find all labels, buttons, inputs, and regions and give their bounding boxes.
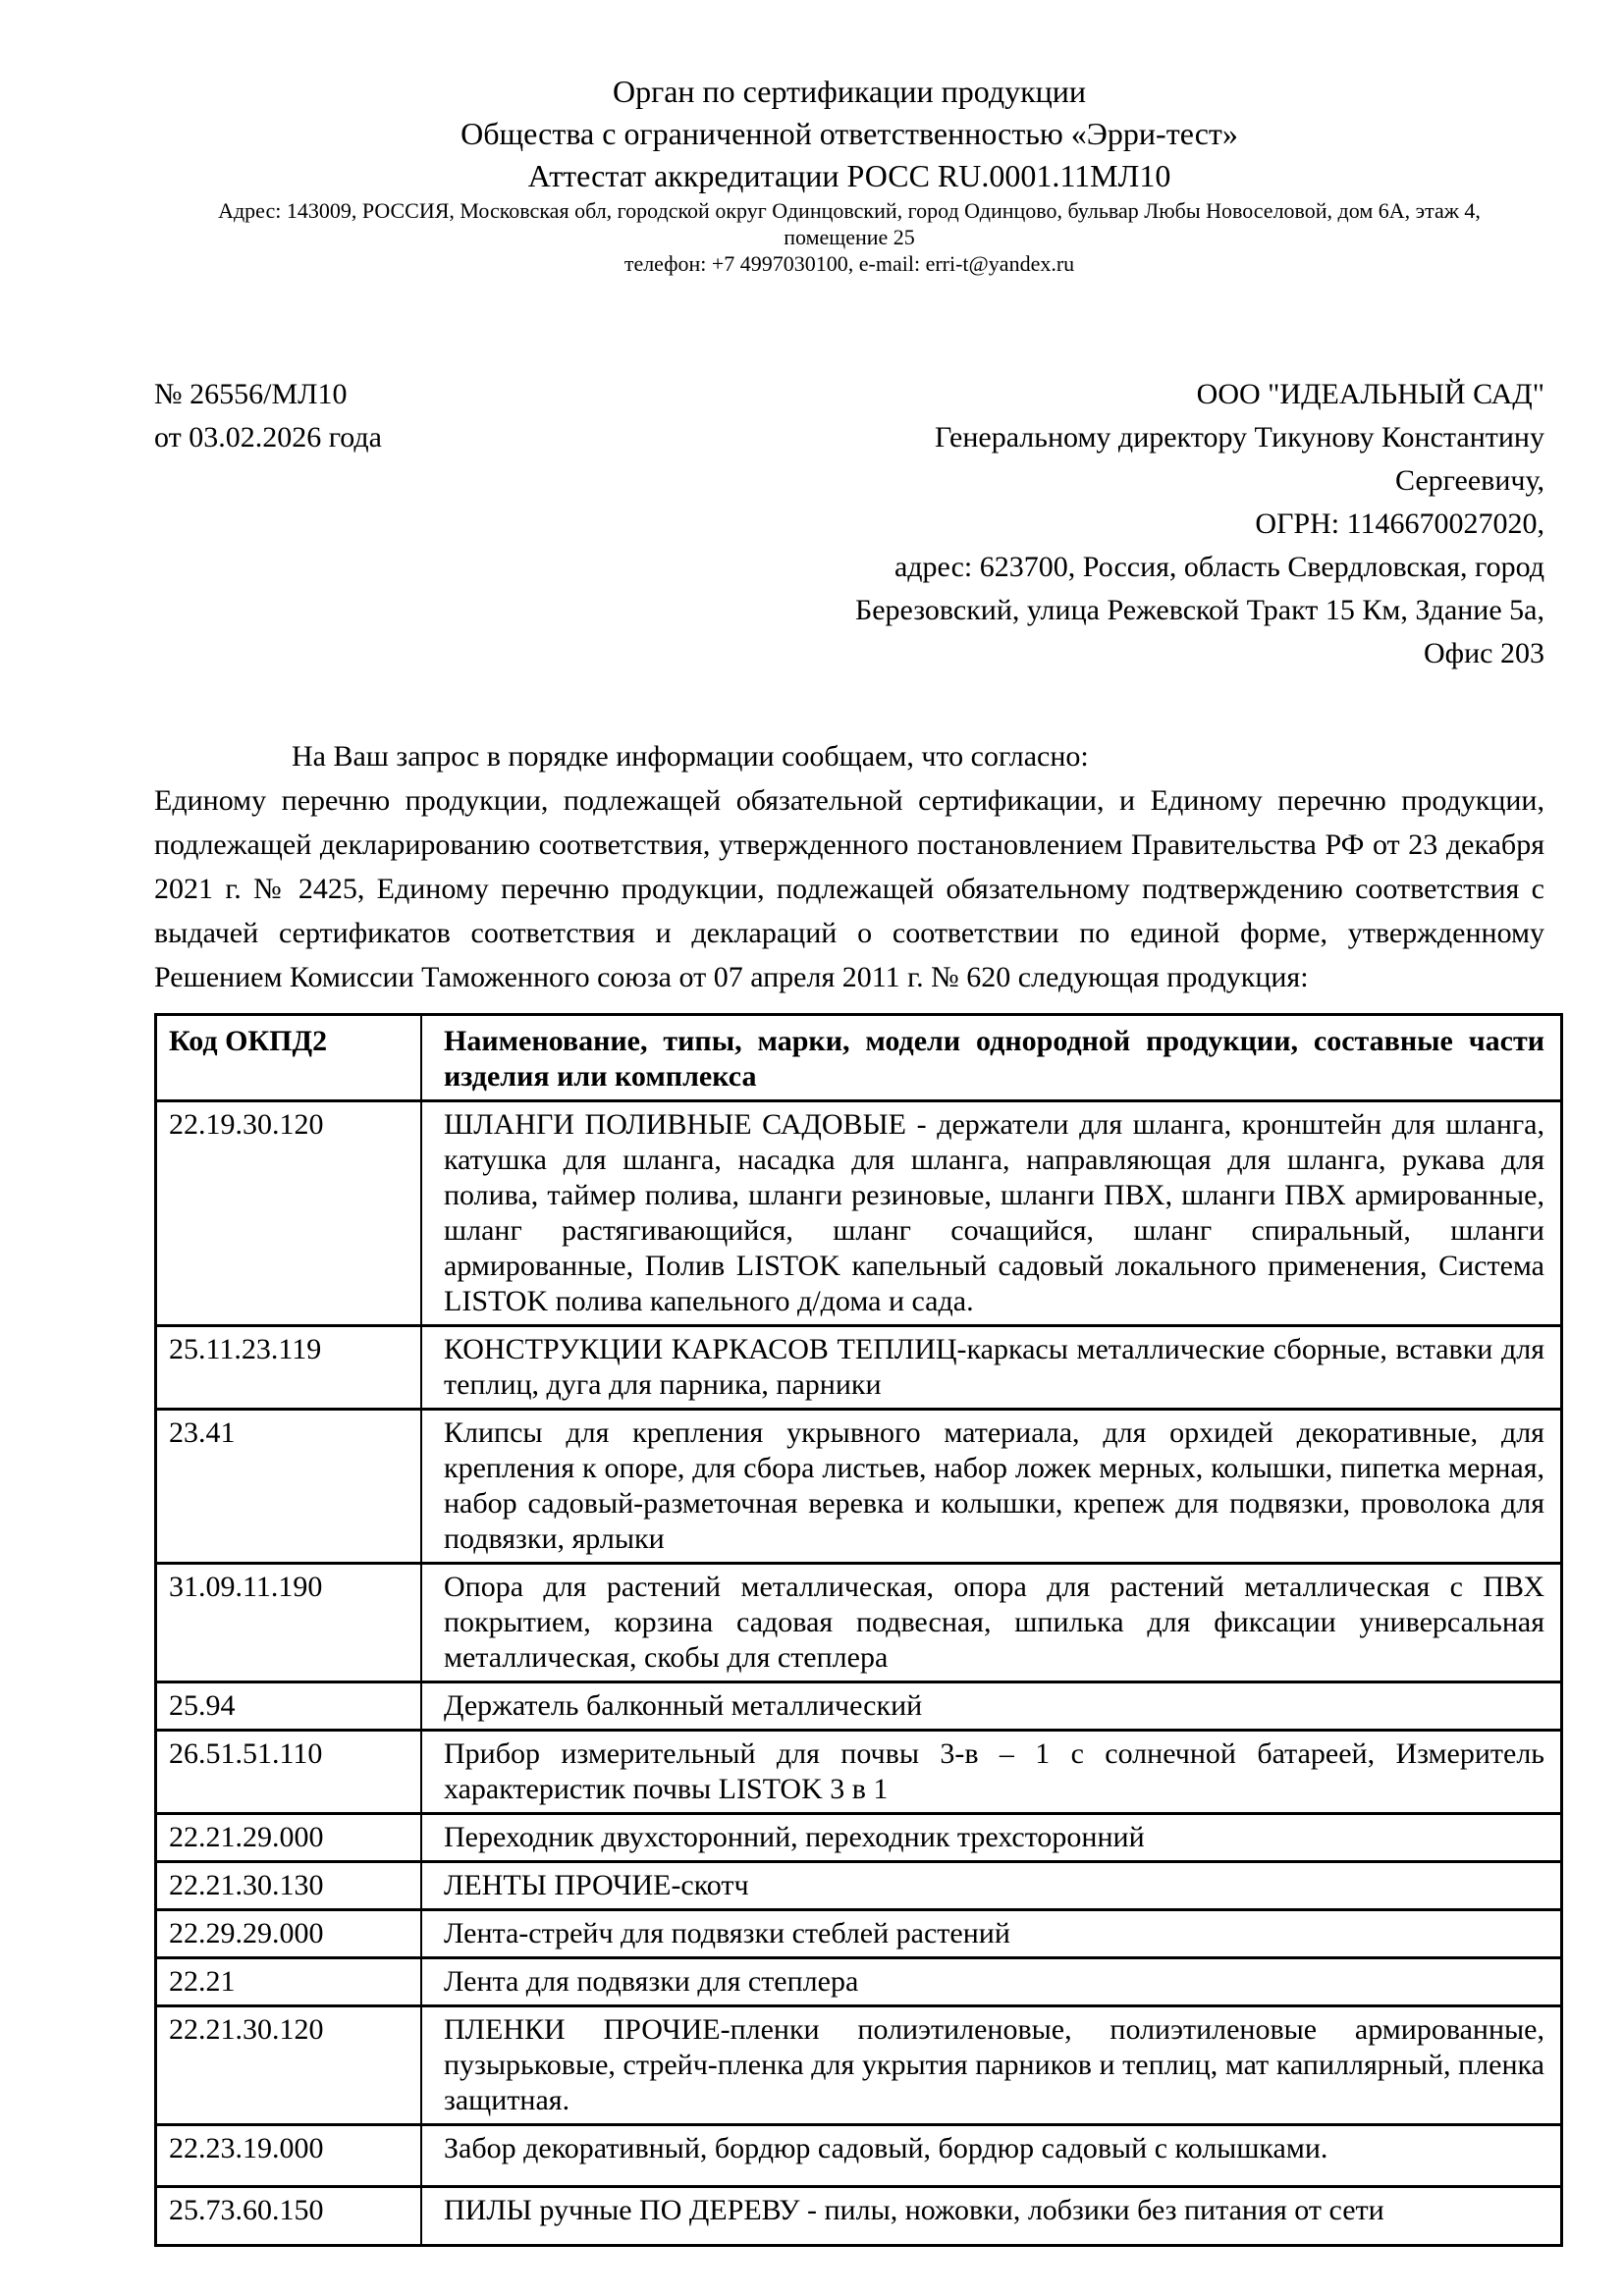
table-row (156, 1410, 1562, 1564)
reference-and-recipient (154, 373, 1544, 675)
org-header (154, 0, 1544, 277)
product-code-cell: 22.21 (156, 1958, 422, 2006)
product-description-cell: ЛЕНТЫ ПРОЧИЕ-скотч (421, 1862, 1562, 1910)
header-cell-name: Наименование, типы, марки, модели однородной продукции, составные части изделия или комплекса (421, 1015, 1562, 1101)
product-code-cell: 25.73.60.150 (156, 2187, 422, 2246)
recipient-block (855, 373, 1544, 675)
product-description-cell: Прибор измерительный для почвы 3-в – 1 с солнечной батареей, Измеритель характеристик почвы LISTOK 3 в 1 (421, 1731, 1562, 1814)
table-row (156, 1731, 1562, 1814)
recipient-line: Сергеевичу, (1394, 464, 1544, 497)
product-code-cell: 22.21.29.000 (156, 1814, 422, 1862)
body-paragraph: Единому перечню продукции, подлежащей обязательной сертификации, и Единому перечню продукции, подлежащей декларированию соответствия, утвержденного постановлением Правительства РФ от 23 декабря 2021 г. № 2425, Единому перечню продукции, подлежащей обязательному подтверждению соответствия с выдачей сертификатов соответствия и деклараций о соответствии по единой форме, утвержденному Решением Комиссии Таможенного союза от 07 апреля 2011 г. № 620 следующая продукция: (154, 784, 1544, 993)
recipient-line: ОГРН: 1146670027020, (1255, 507, 1544, 540)
product-description-cell: Лента-стрейч для подвязки стеблей растений (421, 1910, 1562, 1958)
product-code-cell: 25.11.23.119 (156, 1326, 422, 1410)
product-description-cell: ПЛЕНКИ ПРОЧИЕ-пленки полиэтиленовые, полиэтиленовые армированные, пузырьковые, стрейч-пленка для укрытия парников и теплиц, мат капиллярный, пленка защитная. (421, 2006, 1562, 2125)
recipient-line: Офис 203 (1424, 637, 1544, 669)
product-description-cell: Клипсы для крепления укрывного материала, для орхидей декоративные, для крепления к опоре, для сбора листьев, набор ложек мерных, колышки, пипетка мерная, набор садовый-разметочная веревка и колышки, крепеж для подвязки, проволока для подвязки, ярлыки (421, 1410, 1562, 1564)
org-header-title: Орган по сертификации продукции (612, 74, 1087, 109)
letter-number: № 26556/МЛ10 (154, 378, 348, 410)
product-description-cell: КОНСТРУКЦИИ КАРКАСОВ ТЕПЛИЦ-каркасы металлические сборные, вставки для теплиц, дуга для парника, парники (421, 1326, 1562, 1410)
document-page (154, 0, 1544, 2247)
product-code-cell: 22.19.30.120 (156, 1101, 422, 1326)
table-row (156, 1326, 1562, 1410)
recipient-line: ООО "ИДЕАЛЬНЫЙ САД" (1196, 378, 1544, 410)
product-code-cell: 22.29.29.000 (156, 1910, 422, 1958)
product-description-cell: Опора для растений металлическая, опора для растений металлическая с ПВХ покрытием, корзина садовая подвесная, шпилька для фиксации универсальная металлическая, скобы для степлера (421, 1564, 1562, 1682)
table-row (156, 1814, 1562, 1862)
org-contact-line: телефон: +7 4997030100, e-mail: erri-t@yandex.ru (623, 251, 1075, 276)
product-description-cell: ПИЛЫ ручные ПО ДЕРЕВУ - пилы, ножовки, лобзики без питания от сети (421, 2187, 1562, 2246)
recipient-line: Генеральному директору Тикунову Константину (934, 421, 1544, 454)
product-description-cell: Переходник двухсторонний, переходник трехсторонний (421, 1814, 1562, 1862)
products-table (154, 1013, 1563, 2247)
table-header-row (156, 1015, 1562, 1101)
header-cell-code: Код ОКПД2 (156, 1015, 422, 1101)
product-code-cell: 22.23.19.000 (156, 2125, 422, 2187)
org-address-line-1: Адрес: 143009, РОССИЯ, Московская обл, городской округ Одинцовский, город Одинцово, бульвар Любы Новоселовой, дом 6А, этаж 4, (218, 198, 1481, 223)
table-row (156, 1682, 1562, 1731)
product-description-cell: ШЛАНГИ ПОЛИВНЫЕ САДОВЫЕ - держатели для шланга, кронштейн для шланга, катушка для шланга, насадка для шланга, направляющая для шланга, рукава для полива, таймер полива, шланги резиновые, шланги ПВХ, шланги ПВХ армированные, шланг растягивающийся, шланг сочащийся, шланг спиральный, шланги армированные, Полив LISTOK капельный садовый локального применения, Система LISTOK полива капельного д/дома и сада. (421, 1101, 1562, 1326)
recipient-line: адрес: 623700, Россия, область Свердловская, город (893, 551, 1544, 583)
reference-block (154, 373, 382, 459)
org-name: Общества с ограниченной ответственностью «Эрри-тест» (460, 116, 1238, 151)
table-row (156, 1564, 1562, 1682)
org-address-line-2: помещение 25 (784, 225, 915, 249)
table-row (156, 1910, 1562, 1958)
letter-body (154, 734, 1544, 999)
product-code-cell: 25.94 (156, 1682, 422, 1731)
product-code-cell: 22.21.30.130 (156, 1862, 422, 1910)
table-row (156, 1862, 1562, 1910)
table-row (156, 2125, 1562, 2187)
letter-date: от 03.02.2026 года (154, 421, 382, 454)
product-code-cell: 31.09.11.190 (156, 1564, 422, 1682)
products-table-head (156, 1015, 1562, 1101)
product-code-cell: 23.41 (156, 1410, 422, 1564)
intro-line: На Ваш запрос в порядке информации сообщаем, что согласно: (292, 740, 1089, 773)
products-table-body (156, 1101, 1562, 2246)
table-row (156, 2006, 1562, 2125)
table-row (156, 1958, 1562, 2006)
product-description-cell: Лента для подвязки для степлера (421, 1958, 1562, 2006)
recipient-line: Березовский, улица Режевской Тракт 15 Км, Здание 5а, (854, 594, 1544, 626)
product-description-cell: Забор декоративный, бордюр садовый, бордюр садовый с колышками. (421, 2125, 1562, 2187)
product-code-cell: 26.51.51.110 (156, 1731, 422, 1814)
accreditation-number: Аттестат аккредитации РОСС RU.0001.11МЛ10 (527, 158, 1171, 193)
product-code-cell: 22.21.30.120 (156, 2006, 422, 2125)
table-row (156, 2187, 1562, 2246)
product-description-cell: Держатель балконный металлический (421, 1682, 1562, 1731)
table-row (156, 1101, 1562, 1326)
